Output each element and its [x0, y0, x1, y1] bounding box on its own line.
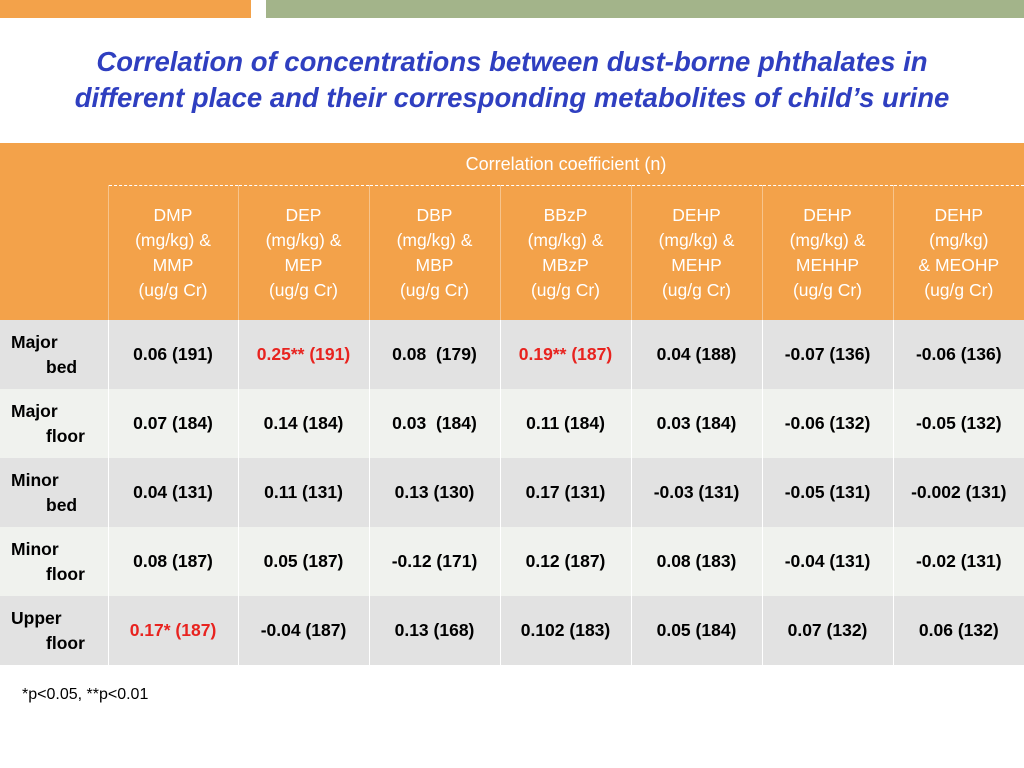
table-cell: 0.13 (130)	[369, 458, 500, 527]
column-header-line: DEHP	[934, 205, 984, 225]
row-label-line: floor	[46, 563, 85, 584]
column-header-line: (mg/kg) &	[135, 230, 211, 250]
footnote: *p<0.05, **p<0.01	[22, 686, 149, 703]
table-cell: 0.06 (132)	[893, 596, 1024, 665]
table-row	[0, 596, 1024, 665]
column-header-line: (ug/g Cr)	[138, 280, 208, 300]
table-cell: -0.02 (131)	[893, 527, 1024, 596]
column-header	[500, 186, 631, 321]
column-header-line: DEP	[285, 205, 322, 225]
table-cell: -0.06 (132)	[762, 389, 893, 458]
table-cell: 0.102 (183)	[500, 596, 631, 665]
table-cell: -0.06 (136)	[893, 320, 1024, 389]
slide-title	[0, 44, 1024, 116]
column-header-line: (mg/kg) &	[658, 230, 735, 250]
row-label	[0, 389, 108, 458]
table-cell: 0.25** (191)	[238, 320, 369, 389]
table-cell: -0.04 (187)	[238, 596, 369, 665]
column-header-line: (mg/kg) &	[265, 230, 342, 250]
table-row	[0, 320, 1024, 389]
row-label-line: bed	[46, 494, 78, 515]
column-header-line: (mg/kg) &	[527, 230, 604, 250]
table-cell: -0.05 (132)	[893, 389, 1024, 458]
row-label-line: floor	[46, 425, 85, 446]
table-header-group-row	[0, 143, 1024, 186]
table-cell: 0.12 (187)	[500, 527, 631, 596]
table-row	[0, 527, 1024, 596]
row-label	[0, 320, 108, 389]
table-cell: 0.04 (188)	[631, 320, 762, 389]
table-cell: -0.12 (171)	[369, 527, 500, 596]
column-header	[108, 186, 238, 321]
table-cell: 0.07 (184)	[108, 389, 238, 458]
table-row	[0, 389, 1024, 458]
column-header	[893, 186, 1024, 321]
slide-title-line2: different place and their corresponding metabolites of child’s urine	[74, 82, 950, 113]
table-cell: 0.11 (131)	[238, 458, 369, 527]
table-cell: 0.04 (131)	[108, 458, 238, 527]
column-header-line: (ug/g Cr)	[924, 280, 994, 300]
table-cell: 0.03 (184)	[631, 389, 762, 458]
row-label-line: Minor	[11, 538, 59, 559]
row-label-line: Upper	[11, 607, 62, 628]
row-label-line: bed	[46, 356, 78, 377]
table-cell: -0.07 (136)	[762, 320, 893, 389]
table-cell: 0.08 (187)	[108, 527, 238, 596]
row-label	[0, 458, 108, 527]
top-accent-bar-orange	[0, 0, 251, 18]
column-header-line: (mg/kg) &	[396, 230, 473, 250]
column-header	[631, 186, 762, 321]
table-cell: 0.13 (168)	[369, 596, 500, 665]
column-header-line: (ug/g Cr)	[530, 280, 601, 300]
column-header-line: DMP	[153, 205, 193, 225]
column-header	[238, 186, 369, 321]
table-cell: 0.19** (187)	[500, 320, 631, 389]
column-header	[762, 186, 893, 321]
table-cell: 0.07 (132)	[762, 596, 893, 665]
table-body	[0, 320, 1024, 665]
column-header-line: (mg/kg)	[929, 230, 989, 250]
table-cell: 0.17 (131)	[500, 458, 631, 527]
table-row	[0, 458, 1024, 527]
row-label-line: Major	[11, 400, 58, 421]
table-cell: 0.11 (184)	[500, 389, 631, 458]
table-cell: -0.04 (131)	[762, 527, 893, 596]
column-header-line: DBP	[416, 205, 453, 225]
table-corner-cell	[0, 143, 108, 320]
slide-title-line1: Correlation of concentrations between dust-borne phthalates in	[96, 46, 928, 77]
row-label-line: Minor	[11, 469, 59, 490]
table-cell: 0.17* (187)	[108, 596, 238, 665]
table-cell: 0.05 (184)	[631, 596, 762, 665]
table-cell: 0.08 (183)	[631, 527, 762, 596]
column-header-line: MMP	[152, 255, 194, 275]
table-cell: 0.03 (184)	[369, 389, 500, 458]
table-cell: -0.03 (131)	[631, 458, 762, 527]
column-header-line: (ug/g Cr)	[792, 280, 863, 300]
table-cell: 0.06 (191)	[108, 320, 238, 389]
table-cell: -0.002 (131)	[893, 458, 1024, 527]
column-header-line: (ug/g Cr)	[399, 280, 470, 300]
column-header-line: MBP	[415, 255, 454, 275]
row-label	[0, 596, 108, 665]
row-label-line: Major	[11, 331, 58, 352]
column-header-line: DEHP	[803, 205, 852, 225]
column-header-line: MBzP	[542, 255, 589, 275]
group-header: Correlation coefficient (n)	[108, 143, 1024, 186]
column-header-line: MEHP	[671, 255, 722, 275]
table-cell: -0.05 (131)	[762, 458, 893, 527]
top-accent-bar-green	[266, 0, 1024, 18]
table-cell: 0.08 (179)	[369, 320, 500, 389]
column-header-line: (ug/g Cr)	[661, 280, 732, 300]
table-column-header-row	[0, 186, 1024, 321]
column-header-line: & MEOHP	[918, 255, 1000, 275]
column-header-line: DEHP	[672, 205, 721, 225]
column-header-line: MEP	[284, 255, 323, 275]
row-label	[0, 527, 108, 596]
column-header-line: (mg/kg) &	[789, 230, 866, 250]
column-header-line: (ug/g Cr)	[268, 280, 339, 300]
correlation-table	[0, 143, 1024, 665]
column-header-line: MEHHP	[795, 255, 860, 275]
column-header-line: BBzP	[543, 205, 588, 225]
table-cell: 0.05 (187)	[238, 527, 369, 596]
column-header	[369, 186, 500, 321]
row-label-line: floor	[46, 632, 85, 653]
table-cell: 0.14 (184)	[238, 389, 369, 458]
